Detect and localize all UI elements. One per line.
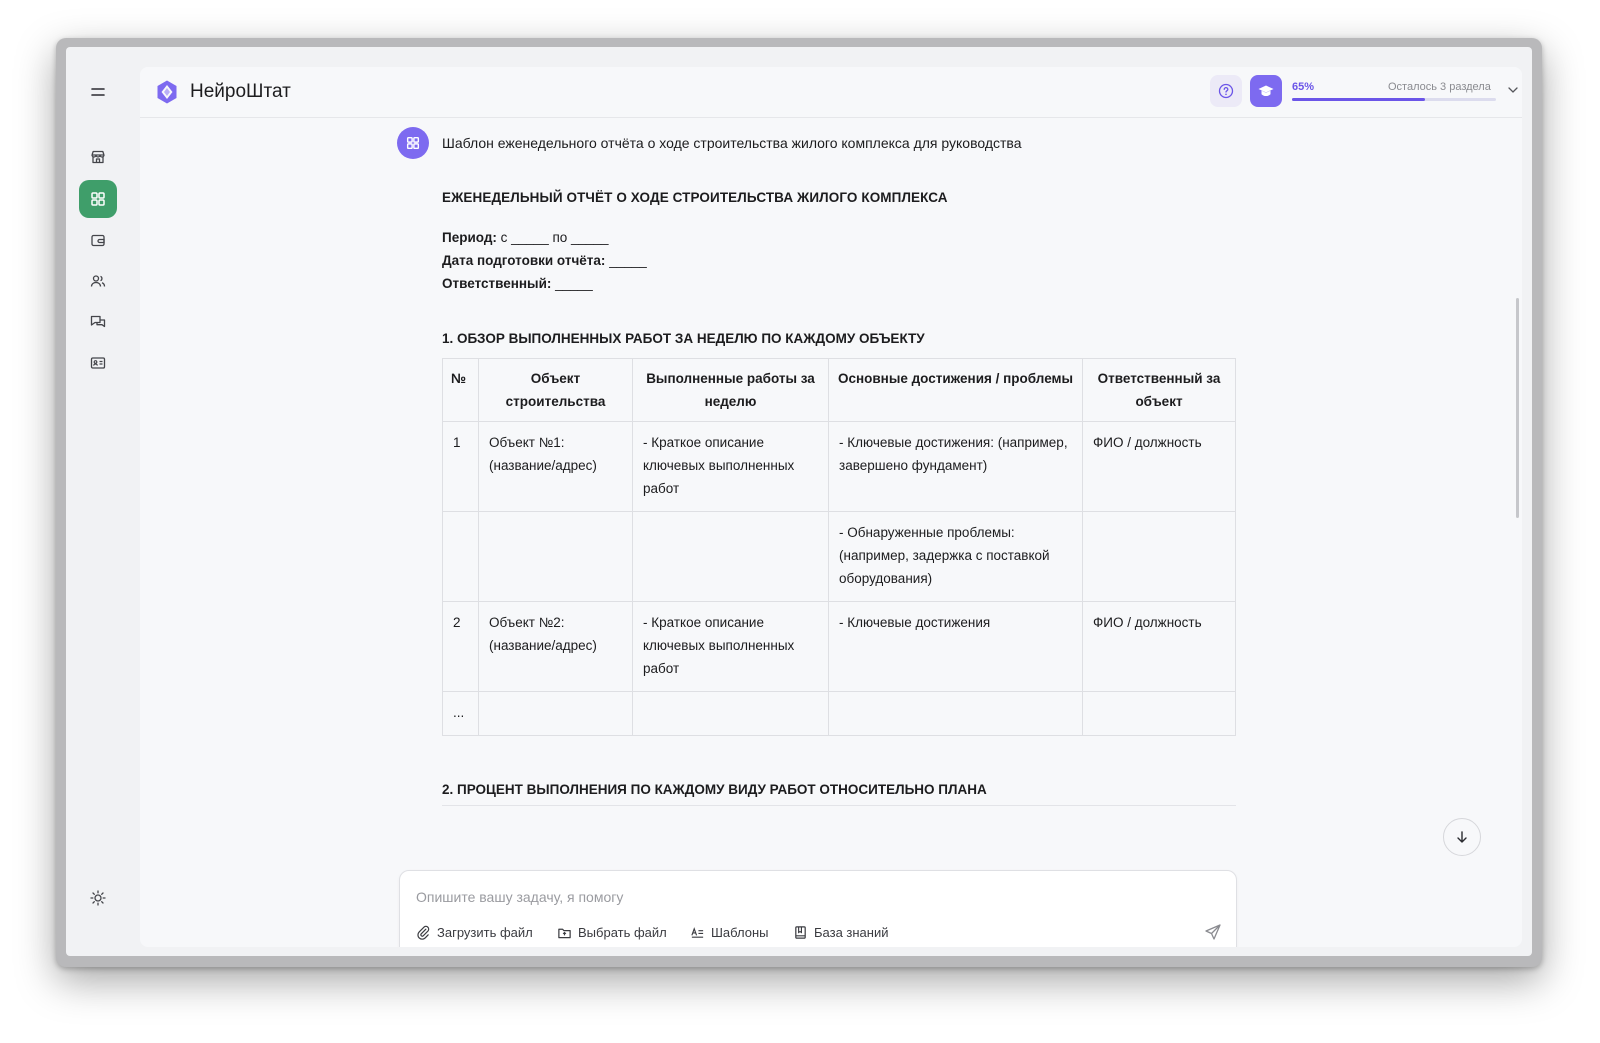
progress-bar — [1292, 98, 1496, 101]
templates-button[interactable] — [690, 925, 769, 940]
sidebar-item-templates[interactable] — [79, 180, 117, 218]
table-cell: ФИО / должность — [1083, 422, 1236, 512]
date-line — [442, 253, 647, 268]
sun-icon — [89, 889, 107, 907]
table-cell — [1083, 512, 1236, 602]
table-cell: - Ключевые достижения: (например, завершено фундамент) — [829, 422, 1083, 512]
column-header: Ответственный за объект — [1083, 359, 1236, 422]
period-label: Период: — [442, 230, 497, 245]
app-name: НейроШтат — [190, 81, 291, 102]
sidebar-item-users[interactable] — [79, 262, 117, 300]
knowledge-base-label: База знаний — [814, 925, 889, 940]
users-icon — [89, 272, 107, 290]
table-cell: - Обнаруженные проблемы: (например, задержка с поставкой оборудования) — [829, 512, 1083, 602]
progress-remaining: Осталось 3 раздела — [1388, 81, 1491, 93]
app-window — [66, 47, 1532, 956]
id-card-icon — [89, 354, 107, 372]
sidebar-item-chats[interactable] — [79, 303, 117, 341]
question-icon — [1218, 83, 1234, 99]
period-line — [442, 230, 609, 245]
device-frame — [56, 38, 1542, 967]
table-cell — [633, 512, 829, 602]
knowledge-base-button[interactable] — [793, 925, 889, 940]
table-cell — [479, 512, 633, 602]
help-button[interactable] — [1210, 75, 1242, 107]
responsible-line — [442, 276, 593, 291]
table-partial-edge — [442, 805, 1236, 808]
table-cell — [633, 692, 829, 736]
template-badge — [397, 127, 429, 159]
neuroshtat-logo-icon[interactable] — [154, 79, 180, 105]
send-icon[interactable] — [1204, 923, 1222, 941]
templates-label: Шаблоны — [711, 925, 769, 940]
works-table — [442, 358, 1236, 736]
hamburger-icon — [89, 83, 107, 101]
responsible-value: _____ — [555, 276, 593, 291]
table-cell: 1 — [443, 422, 479, 512]
chevron-down-icon[interactable] — [1506, 83, 1520, 97]
choose-file-label: Выбрать файл — [578, 925, 667, 940]
table-row — [443, 512, 1236, 602]
arrow-down-icon — [1455, 830, 1469, 844]
paperclip-icon — [416, 925, 431, 940]
book-icon — [793, 925, 808, 940]
chat-icon — [89, 313, 107, 331]
table-cell: ФИО / должность — [1083, 602, 1236, 692]
choose-file-button[interactable] — [557, 925, 667, 940]
table-cell: ... — [443, 692, 479, 736]
sidebar-item-wallet[interactable] — [79, 221, 117, 259]
graduation-cap-icon — [1257, 82, 1275, 100]
upload-file-label: Загрузить файл — [437, 925, 533, 940]
progress-percent: 65% — [1292, 81, 1315, 93]
table-header-row — [443, 359, 1236, 422]
menu-toggle-button[interactable] — [79, 73, 117, 111]
table-cell: - Краткое описание ключевых выполненных работ — [633, 422, 829, 512]
grid-icon — [89, 190, 107, 208]
scrollbar[interactable] — [1516, 298, 1519, 518]
theme-toggle-button[interactable] — [79, 879, 117, 917]
table-cell — [479, 692, 633, 736]
upload-file-button[interactable] — [416, 925, 533, 940]
text-template-icon — [690, 925, 705, 940]
table-row — [443, 602, 1236, 692]
table-cell: Объект №1: (название/адрес) — [479, 422, 633, 512]
column-header: Основные достижения / проблемы — [829, 359, 1083, 422]
main-panel — [140, 67, 1522, 947]
table-row — [443, 692, 1236, 736]
sidebar — [66, 47, 130, 956]
table-cell — [829, 692, 1083, 736]
wallet-icon — [89, 231, 107, 249]
message-input[interactable] — [414, 885, 1188, 909]
responsible-label: Ответственный: — [442, 276, 552, 291]
table-cell: 2 — [443, 602, 479, 692]
sidebar-item-store[interactable] — [79, 138, 117, 176]
table-cell — [443, 512, 479, 602]
table-cell: Объект №2: (название/адрес) — [479, 602, 633, 692]
table-cell: - Краткое описание ключевых выполненных работ — [633, 602, 829, 692]
period-value: с _____ по _____ — [500, 230, 609, 245]
section-1-title: 1. ОБЗОР ВЫПОЛНЕННЫХ РАБОТ ЗА НЕДЕЛЮ ПО КАЖДОМУ ОБЪЕКТУ — [442, 331, 925, 346]
section-2-title: 2. ПРОЦЕНТ ВЫПОЛНЕНИЯ ПО КАЖДОМУ ВИДУ РАБОТ ОТНОСИТЕЛЬНО ПЛАНА — [442, 782, 987, 797]
chat-content — [140, 118, 1522, 947]
top-bar — [140, 67, 1522, 118]
progress-bar-fill — [1292, 98, 1425, 101]
scroll-down-button[interactable] — [1443, 818, 1481, 856]
column-header: № — [443, 359, 479, 422]
table-row — [443, 422, 1236, 512]
date-label: Дата подготовки отчёта: — [442, 253, 606, 268]
date-value: _____ — [609, 253, 647, 268]
sidebar-item-profile-card[interactable] — [79, 344, 117, 382]
store-icon — [89, 148, 107, 166]
learning-button[interactable] — [1250, 75, 1282, 107]
column-header: Выполненные работы за неделю — [633, 359, 829, 422]
table-cell: - Ключевые достижения — [829, 602, 1083, 692]
folder-icon — [557, 925, 572, 940]
report-heading: ЕЖЕНЕДЕЛЬНЫЙ ОТЧЁТ О ХОДЕ СТРОИТЕЛЬСТВА ЖИЛОГО КОМПЛЕКСА — [442, 190, 948, 205]
grid-icon — [405, 135, 421, 151]
table-cell — [1083, 692, 1236, 736]
template-title: Шаблон еженедельного отчёта о ходе строительства жилого комплекса для руководства — [442, 135, 1022, 151]
message-composer — [399, 870, 1237, 947]
column-header: Объект строительства — [479, 359, 633, 422]
